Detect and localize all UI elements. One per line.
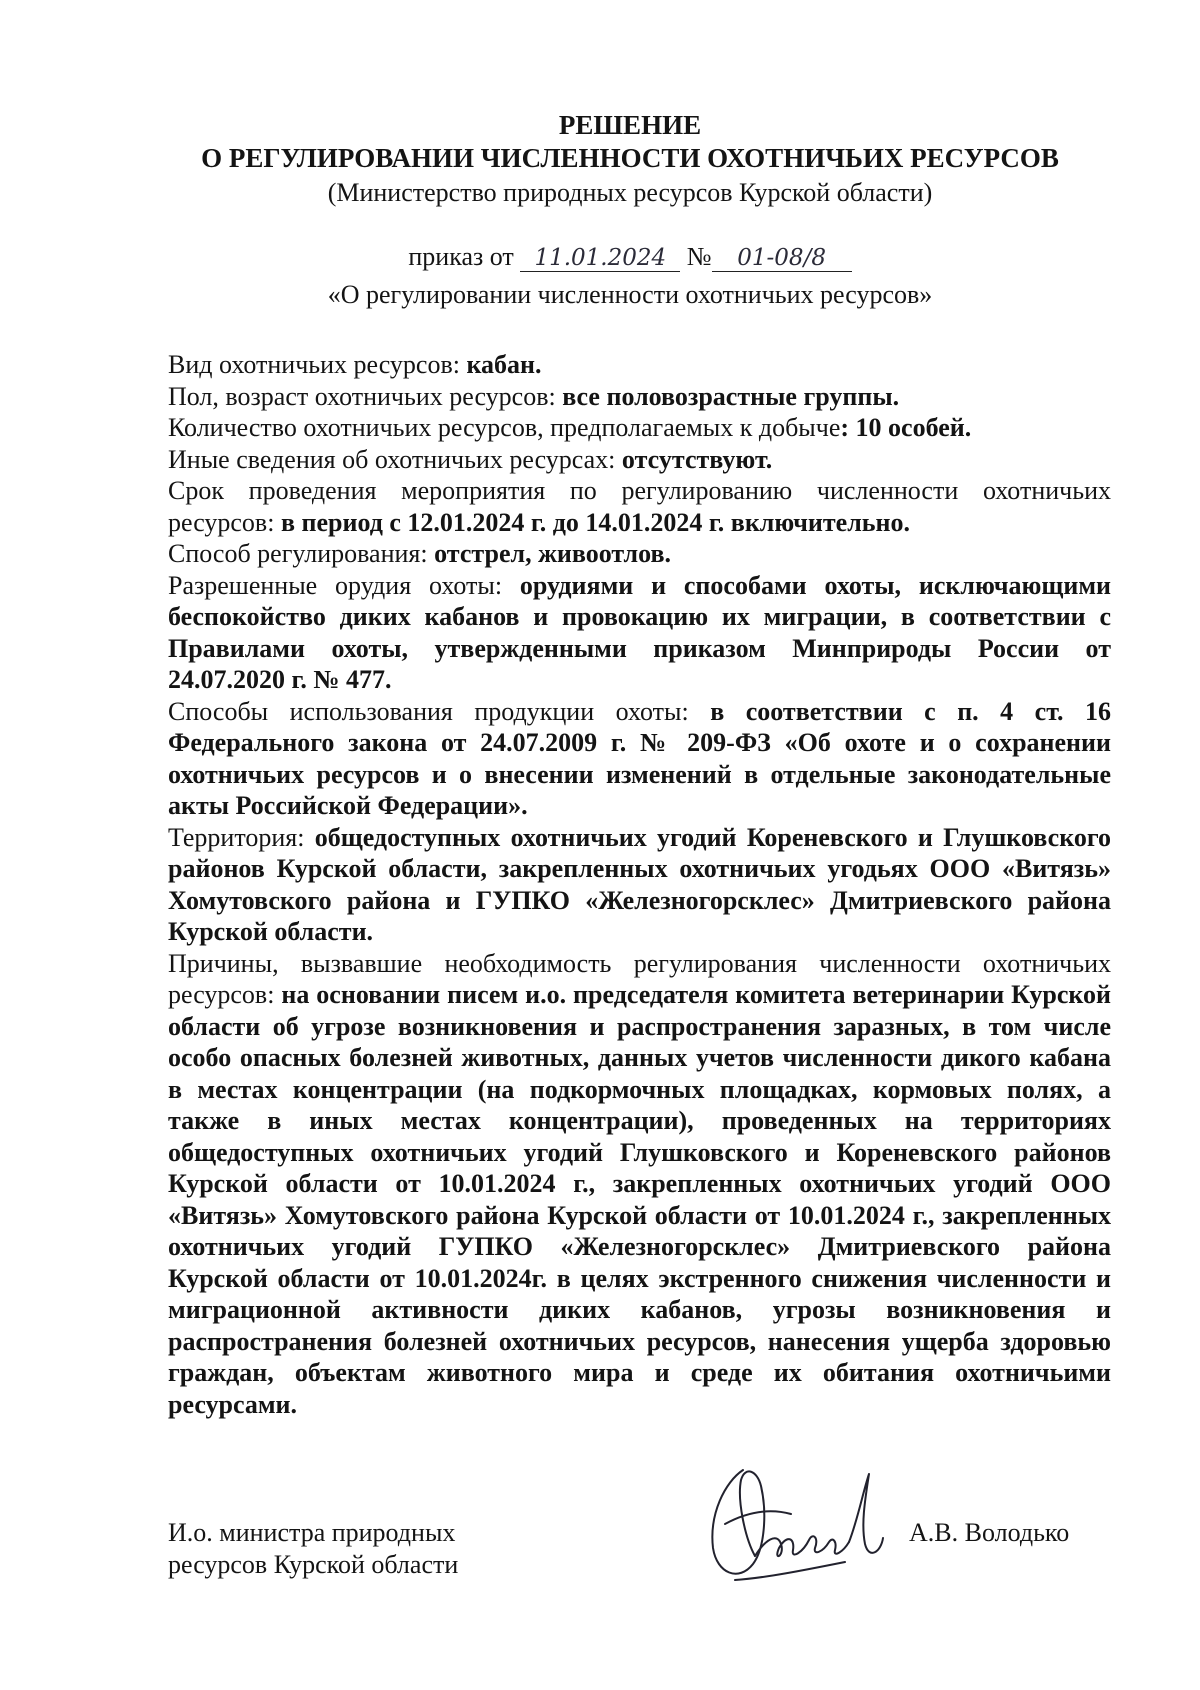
order-date-handwritten: 11.01.2024 (520, 245, 680, 272)
field-other-info: Иные сведения об охотничьих ресурсах: отсутствуют. (168, 444, 773, 474)
order-title: «О регулировании численности охотничьих ресурсов» (327, 280, 933, 309)
field-species: Вид охотничьих ресурсов: кабан. (168, 350, 542, 379)
field-quantity: Количество охотничьих ресурсов, предполагаемых к добыче: 10 особей. (168, 413, 972, 442)
field-method: Способ регулирования: отстрел, живоотлов. (168, 539, 672, 568)
order-number-sign: № (686, 242, 712, 271)
field-period: Срок проведения мероприятия по регулированию численности охотничьих ресурсов: в период с 12.01.2024 г. до 14.01.2024 г. включительно. (168, 476, 1111, 537)
order-prefix: приказ от (408, 242, 514, 271)
field-sex-age: Пол, возраст охотничьих ресурсов: все половозрастные группы. (168, 381, 900, 411)
field-territory: Территория: общедоступных охотничьих угодий Кореневского и Глушковского районов Курской области, закрепленных охотничьих угодьях ООО «Витязь» Хомутовского района и ГУПКО «Железногорсклес» Дмитриевского района Курской области. (168, 822, 1111, 946)
document-title: РЕШЕНИЕ (558, 110, 702, 140)
field-product-use: Способы использования продукции охоты: в соответствии с п. 4 ст. 16 Федерального закона от 24.07.2009 г. № 209-ФЗ «Об охоте и о сохранении охотничьих ресурсов и о внесении изменений в отдельные законодательные акты Российской Федерации». (168, 696, 1112, 820)
signatory-name: А.В. Володько (909, 1518, 1070, 1547)
signatory-position: И.о. министра природных ресурсов Курской области (168, 1518, 459, 1579)
issuing-authority: (Министерство природных ресурсов Курской области) (327, 178, 933, 207)
handwritten-signature (695, 1452, 905, 1592)
order-number-handwritten: 01-08/8 (712, 245, 852, 272)
order-reference (150, 241, 1110, 273)
document-heading: О РЕГУЛИРОВАНИИ ЧИСЛЕННОСТИ ОХОТНИЧЬИХ РЕСУРСОВ (201, 143, 1059, 173)
decision-body (168, 349, 1111, 1420)
field-reasons: Причины, вызвавшие необходимость регулирования численности охотничьих ресурсов: на основании писем и.о. председателя комитета ветеринарии Курской области об угрозе возникновения и распространения заразных, в том числе особо опасных болезней животных, данных учетов численности дикого кабана в местах концентрации (на подкормочных площадках, кормовых полях, а также в иных местах концентрации), проведенных на территориях общедоступных охотничьих угодий Глушковского и Кореневского районов Курской области от 10.01.2024 г., закрепленных охотничьих угодий ООО «Витязь» Хомутовского района Курской области от 10.01.2024 г., закрепленных охотничьих угодий ГУПКО «Железногорсклес» Дмитриевского района Курской области от 10.01.2024г. в целях экстренного снижения численности и миграционной активности диких кабанов, угрозы возникновения и распространения болезней охотничьих ресурсов, нанесения ущерба здоровью граждан, объектам животного мира и среде их обитания охотничьими ресурсами. (168, 948, 1111, 1419)
field-tools: Разрешенные орудия охоты: орудиями и способами охоты, исключающими беспокойство диких кабанов и провокацию их миграции, в соответствии с Правилами охоты, утвержденными приказом Минприроды России от 24.07.2020 г. № 477. (168, 570, 1112, 694)
